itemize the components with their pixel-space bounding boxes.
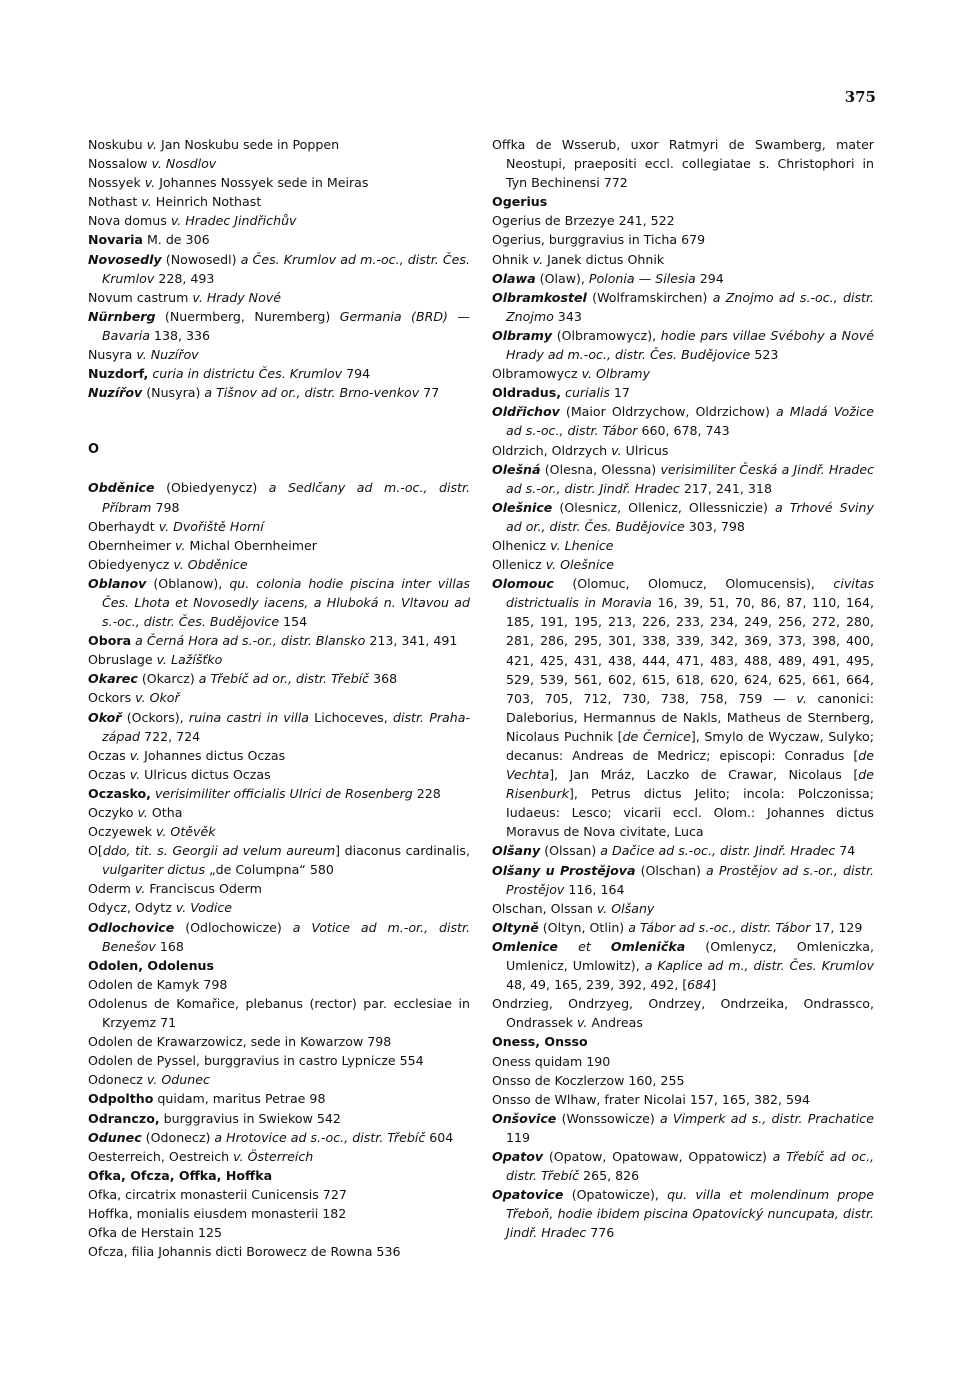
entry-text: 794 [342, 366, 371, 382]
entry-text: Nuzdorf, [88, 366, 149, 382]
entry-text: 48, 49, 165, 239, 392, 492, [ [506, 977, 688, 993]
entry-text: 119 [506, 1129, 531, 1145]
entry-text: 660, 678, 743 [637, 423, 730, 439]
entry-text: Oness, Onsso [492, 1034, 588, 1050]
entry-text: (Wonssowicze) [556, 1110, 660, 1126]
index-entry [492, 402, 874, 440]
entry-text: Polonia — Silesia [588, 270, 696, 286]
index-entry [492, 135, 874, 192]
entry-text: ], Smylo de Wyczaw, Sulyko; decanus: Andreas de Medricz; episcopi: Conradus [ [506, 728, 874, 763]
entry-text: 523 [750, 347, 779, 363]
entry-text: a Prostějov ad s.-or., distr. Prostějov [506, 862, 874, 897]
index-entry [88, 555, 470, 574]
entry-text: Olšany u Prostějova [492, 862, 636, 878]
entry-text: ] [711, 977, 717, 993]
entry-text: v. Okoř [135, 690, 180, 706]
entry-text: a Mladá Vožice ad s.-oc., distr. Tábor [506, 404, 874, 439]
entry-text: (Olaw), [535, 270, 589, 286]
entry-text: a Vimperk ad s., distr. Prachatice [659, 1110, 874, 1126]
entry-text: curialis [565, 385, 610, 401]
entry-text: Germania (BRD) — Bavaria [102, 308, 470, 343]
index-entry [88, 173, 470, 192]
entry-text: Olbramowycz [492, 366, 582, 382]
entry-text: Offka de Wsserub, uxor Ratmyri de Swamberg, mater Neostupi, praepositi eccl. collegiatae s. Christophori in Tyn Bechinensi 772 [492, 137, 874, 191]
entry-text: (Nowosedl) [161, 251, 241, 267]
entry-text: v. Nosdlov [151, 156, 217, 172]
entry-text: Odpoltho [88, 1091, 154, 1107]
entry-text: a Sedlčany ad m.-oc., distr. Příbram [102, 480, 470, 515]
entry-text: Oldřichov [492, 404, 560, 420]
entry-text: Hoffka, monialis eiusdem monasterii 182 [88, 1205, 347, 1221]
index-entry [88, 383, 470, 402]
entry-text: 294 [695, 270, 724, 286]
entry-text [558, 939, 578, 954]
entry-text: ddo, tit. s. Georgii ad velum aureum [102, 843, 336, 859]
index-entry [492, 498, 874, 536]
entry-text: (Oltyn, Otlin) [538, 919, 629, 935]
index-entry [492, 269, 874, 288]
entry-text: (Odlochowicze) [174, 919, 293, 935]
entry-text: v. [129, 747, 141, 763]
entry-text: Odonecz [88, 1072, 147, 1088]
entry-text: verisimiliter Česká a Jindř. Hradec ad s.-or., distr. Jindř. Hradec [506, 461, 875, 496]
entry-text: Odolenus de Komařice, plebanus (rector) par. ecclesiae in Krzyemz 71 [88, 995, 470, 1031]
index-entry [88, 345, 470, 364]
entry-text: Omlenice [492, 938, 558, 954]
entry-text: Olešná [492, 461, 541, 477]
entry-text: Odolen de Kamyk 798 [88, 976, 228, 992]
index-entry [492, 994, 874, 1032]
entry-text: Oltyně [492, 919, 539, 935]
entry-text: 16, 39, 51, 70, 86, 87, 110, 164, 185, 191, 195, 213, 226, 233, 234, 249, 256, 272, 280, 281, 286, 295, 301, 338, 339, 342, 369, 373, 398, 400, 421, 425, 431, 438, 444, 471, 483, 488, 489, 491, 495, 529, 539, 561, 602, 615, 618, 620, 624, 625, 661, 664, 703, 705, 712, 730, 738, 758, 759 — [506, 595, 874, 706]
entry-text: ruina castri in villa [188, 709, 309, 725]
index-entry [88, 478, 470, 516]
index-entry [88, 1185, 470, 1204]
index-entry [88, 784, 470, 803]
entry-text: canonici: Daleborius, Hermannus de Nakls, Matheus de Sternberg, Nicolaus Puchnik [ [506, 690, 874, 744]
index-entry [88, 822, 470, 841]
entry-text: Oesterreich, Oestreich [88, 1148, 234, 1164]
entry-text: Okoř [88, 709, 122, 725]
index-entry [492, 250, 874, 269]
entry-text: a Kaplice ad m., distr. Čes. Krumlov [644, 958, 874, 974]
entry-text: Obernheimer [88, 537, 176, 553]
entry-text: Oblanov [88, 575, 147, 591]
entry-text: Olschan, Olssan [492, 900, 597, 916]
entry-text: „de Columpna“ 580 [205, 862, 334, 878]
index-entry [492, 1052, 874, 1071]
entry-text: Odycz, Odytz [88, 900, 176, 916]
entry-text: Olomouc [492, 576, 554, 592]
entry-text: v. Dvořiště Horní [158, 518, 264, 534]
entry-text: Odolen de Krawarzowicz, sede in Kowarzow 798 [88, 1034, 392, 1050]
index-entry [88, 211, 470, 230]
entry-text: 116, 164 [564, 881, 625, 897]
entry-text: Novosedly [88, 251, 162, 267]
entry-text: Oczasko, [88, 785, 151, 801]
entry-text: v. [611, 442, 622, 458]
entry-text: Andreas [587, 1015, 643, 1031]
entry-text: 684 [687, 977, 712, 993]
index-entry [492, 861, 874, 899]
entry-text: vulgariter dictus [102, 862, 206, 878]
entry-text: Obiedyenycz [88, 556, 174, 572]
index-entry [88, 135, 470, 154]
entry-text: v. [144, 175, 156, 191]
entry-text: de Černice [622, 728, 691, 744]
entry-text: Odranczo, [88, 1110, 160, 1126]
index-entry [88, 841, 470, 879]
entry-text: 368 [369, 671, 398, 687]
entry-text: Okarec [88, 671, 138, 687]
entry-text: (Olomuc, Olomucz, Olomucensis), [553, 576, 834, 592]
entry-text: 343 [553, 308, 582, 324]
entry-text: de Risenburk [506, 767, 874, 802]
index-entry [88, 1204, 470, 1223]
entry-text: O[ [88, 843, 103, 859]
entry-text: v. Olešnice [545, 557, 614, 573]
entry-text: Ondrzieg, Ondrzyeg, Ondrzey, Ondrzeika, Ondrassco, Ondrassek [492, 996, 874, 1031]
section-gap [88, 402, 470, 440]
entry-text: Odolen, Odolenus [88, 957, 215, 973]
entry-text: v. [129, 766, 141, 782]
index-entry [88, 746, 470, 765]
entry-text: Ohnik [492, 251, 533, 267]
index-entry [492, 230, 874, 249]
entry-text: Oldradus, [492, 385, 562, 401]
entry-text: 228, 493 [154, 270, 215, 286]
entry-text: (Maior Oldrzychow, Oldrzichow) [559, 404, 777, 420]
left-column [88, 135, 470, 1261]
entry-text: Obora [88, 633, 132, 649]
entry-text: v. [175, 537, 186, 553]
entry-text: Onsso de Wlhaw, frater Nicolai 157, 165, 382, 594 [492, 1091, 811, 1107]
index-entry [88, 879, 470, 898]
entry-text: 74 [835, 843, 856, 859]
entry-text: (Olssan) [540, 843, 601, 859]
entry-text: burggravius in Swiekow 542 [159, 1110, 341, 1126]
entry-text: ], Jan Mráz, Laczko de Crawar, Nicolaus [ [549, 767, 859, 783]
entry-text: (Wolframskirchen) [586, 289, 713, 305]
entry-text: v. [137, 805, 148, 820]
index-entry [88, 765, 470, 784]
entry-text: (Okarcz) [137, 671, 199, 687]
index-entry [88, 918, 470, 956]
index-entry [88, 230, 470, 249]
entry-text: v. [146, 137, 157, 152]
entry-text: (Opatow, Opatowaw, Oppatowicz) [543, 1148, 773, 1164]
entry-text: (Omlenycz, Omleniczka, Umlenicz, Umlowitz), [506, 938, 874, 974]
entry-text: v. [141, 194, 152, 210]
entry-text: civitas districtualis in Moravia [506, 576, 874, 611]
index-entry [88, 708, 470, 746]
index-entry [88, 1109, 470, 1128]
entry-text: Oldrzich, Oldrzych [492, 442, 612, 458]
entry-text: a Tábor ad s.-oc., distr. Tábor [628, 919, 811, 935]
index-entry [492, 937, 874, 994]
entry-text: Nusyra [88, 347, 137, 363]
entry-text: Oczyko [88, 805, 138, 820]
entry-text: qu. villa et molendinum prope Třeboň, hodie ibidem piscina Opatovický nuncupata, distr. Jindř. Hradec [506, 1187, 875, 1241]
entry-text: v. [576, 1015, 588, 1031]
index-entry [492, 326, 874, 364]
entry-text: (Odonecz) [141, 1129, 215, 1145]
entry-text: Olešnice [492, 499, 553, 515]
index-entry [88, 898, 470, 917]
index-list-n [88, 135, 470, 402]
entry-text: Ogerius de Brzezye 241, 522 [492, 213, 675, 229]
entry-text: Jan Noskubu sede in Poppen [157, 137, 340, 152]
index-entry [88, 517, 470, 536]
index-entry [88, 994, 470, 1032]
entry-text: a Dačice ad s.-oc., distr. Jindř. Hradec [600, 843, 836, 859]
entry-text: v. Nuzířov [136, 347, 199, 363]
entry-text: Oczas [88, 747, 130, 763]
entry-text: a Votice ad m.-or., distr. Benešov [102, 919, 470, 954]
section-letter: O [88, 442, 100, 458]
index-entry [492, 1090, 874, 1109]
entry-text: (Olschan) [635, 862, 707, 878]
entry-text [591, 939, 611, 954]
entry-text: Nossyek [88, 175, 145, 191]
entry-text: 217, 241, 318 [679, 480, 772, 496]
entry-text: 798 [151, 499, 180, 515]
entry-text: Ockors [88, 690, 136, 706]
entry-text: hodie pars villae Svébohy a Nové Hrady ad m.-oc., distr. Čes. Budějovice [506, 327, 874, 363]
entry-text: 213, 341, 491 [365, 633, 458, 649]
entry-text: Ogerius [492, 194, 548, 210]
index-entry [88, 154, 470, 173]
entry-text: Oczyewek [88, 824, 156, 840]
index-list-o [88, 478, 470, 1261]
entry-text: v. Lažíšťko [156, 652, 223, 668]
entry-text: Olšany [492, 843, 541, 859]
entry-text: Olawa [492, 270, 536, 286]
index-entry [88, 1070, 470, 1089]
entry-text: Nuzířov [88, 385, 143, 401]
entry-text: Olbramy [492, 327, 553, 343]
entry-text: 17, 129 [810, 919, 863, 935]
entry-text: Odlochovice [88, 919, 175, 935]
entry-text: v. [796, 690, 807, 706]
entry-text: Ofcza, filia Johannis dicti Borowecz de Rowna 536 [88, 1244, 401, 1260]
entry-text: 303, 798 [684, 518, 745, 534]
entry-text: Onsso de Koczlerzow 160, 255 [492, 1072, 685, 1088]
index-entry [88, 364, 470, 383]
entry-text: v. Odunec [146, 1072, 210, 1088]
index-entry [492, 364, 874, 383]
index-entry [88, 574, 470, 631]
index-entry [492, 918, 874, 937]
index-entry [88, 650, 470, 669]
entry-text: 604 [425, 1129, 454, 1145]
entry-text: verisimiliter officialis Ulrici de Rosenberg [154, 785, 413, 801]
entry-text: v. Otěvěk [156, 824, 216, 840]
entry-text: a Trhové Sviny ad or., distr. Čes. Budějovice [506, 499, 874, 534]
entry-text: Oczas [88, 766, 130, 782]
entry-text: Odolen de Pyssel, burggravius in castro Lypnicze 554 [88, 1053, 424, 1069]
index-entry [492, 192, 874, 211]
entry-text: a Tišnov ad or., distr. Brno-venkov [204, 385, 420, 401]
entry-text: Novum castrum [88, 289, 193, 305]
index-entry [492, 899, 874, 918]
index-entry [88, 803, 470, 822]
entry-text: Olbramkostel [492, 289, 587, 305]
entry-text: 228 [412, 785, 441, 801]
index-entry [492, 1185, 874, 1242]
entry-text: a Černá Hora ad s.-or., distr. Blansko [135, 633, 366, 649]
index-entry [492, 1147, 874, 1185]
entry-text: 17 [609, 385, 630, 401]
entry-text: v. Österreich [233, 1148, 314, 1164]
entry-text: Oderm [88, 881, 135, 897]
entry-text: (Ockors), [121, 709, 189, 725]
entry-text: qu. colonia hodie piscina inter villas Čes. Lhota et Novosedly iacens, a Hluboká n. Vltavou ad s.-oc., distr. Čes. Budějovice [102, 575, 470, 630]
entry-text: Johannes Nossyek sede in Meiras [155, 175, 369, 191]
index-entry [88, 250, 470, 288]
entry-text: 168 [155, 938, 184, 954]
index-entry [88, 669, 470, 688]
entry-text: Ulricus [621, 442, 669, 458]
entry-text: Ollenicz [492, 557, 546, 573]
index-entry [88, 536, 470, 555]
entry-text: Michal Obernheimer [185, 537, 317, 553]
index-entry [492, 211, 874, 230]
entry-text: Odunec [88, 1129, 142, 1145]
entry-text: 77 [419, 385, 440, 401]
entry-text: 138, 336 [149, 327, 211, 343]
index-list-o-continued [492, 135, 874, 1242]
entry-text: Olhenicz [492, 537, 551, 553]
entry-text: Ofka de Herstain 125 [88, 1225, 223, 1241]
entry-text: 154 [279, 614, 308, 630]
entry-text: v. Hrady Nové [192, 289, 281, 305]
index-entry [492, 441, 874, 460]
index-entry [492, 288, 874, 326]
index-entry [492, 383, 874, 402]
entry-text: v. Lhenice [550, 537, 614, 553]
entry-text: (Olesna, Olessna) [540, 461, 661, 477]
index-entry [88, 192, 470, 211]
index-entry [88, 975, 470, 994]
entry-text: a Čes. Krumlov ad m.-oc., distr. Čes. Krumlov [102, 251, 470, 286]
index-entry [492, 1071, 874, 1090]
entry-text: curia in districtu Čes. Krumlov [152, 366, 343, 382]
index-entry [88, 1089, 470, 1108]
index-entry [492, 460, 874, 498]
entry-text: Nürnberg [88, 308, 156, 324]
entry-text: (Olbramowycz), [552, 327, 661, 343]
entry-text: et [578, 938, 591, 954]
index-entry [88, 1223, 470, 1242]
entry-text: v. Olšany [596, 900, 655, 916]
entry-text: 265, 826 [579, 1168, 640, 1184]
entry-text: (Nuermberg, Nuremberg) [155, 308, 340, 324]
entry-text: a Třebíč ad oc., distr. Třebíč [506, 1148, 874, 1184]
entry-text: Ofka, Ofcza, Offka, Hoffka [88, 1167, 273, 1183]
entry-text: Oberhaydt [88, 518, 159, 534]
entry-text: v. Hradec Jindřichův [170, 213, 297, 229]
entry-text: Janek dictus Ohnik [543, 251, 665, 267]
section-gap [88, 459, 470, 478]
entry-text: Onšovice [492, 1110, 557, 1126]
entry-text: 722, 724 [140, 728, 201, 744]
entry-text: v. [134, 881, 146, 897]
index-entry [492, 1109, 874, 1147]
index-entry [88, 631, 470, 650]
entry-text: (Opatowicze), [563, 1187, 668, 1203]
entry-text: (Oblanow), [146, 575, 230, 591]
entry-text: Novaria [88, 232, 143, 248]
entry-text: a Hrotovice ad s.-oc., distr. Třebíč [214, 1129, 426, 1145]
index-entry [88, 688, 470, 707]
index-entry [492, 574, 874, 841]
entry-text: Heinrich Nothast [151, 194, 262, 210]
entry-text: Franciscus Oderm [145, 881, 262, 897]
entry-text: Nossalow [88, 156, 152, 172]
entry-text: v. Vodice [175, 900, 232, 916]
entry-text: Ogerius, burggravius in Ticha 679 [492, 232, 706, 248]
entry-text: a Znojmo ad s.-oc., distr. Znojmo [506, 289, 874, 324]
entry-text: Obruslage [88, 652, 157, 668]
entry-text: Omlenička [610, 938, 686, 954]
index-entry [88, 1147, 470, 1166]
page-number: 375 [844, 88, 876, 106]
index-entry [88, 1032, 470, 1051]
entry-text: ] diaconus cardinalis, [335, 843, 470, 859]
entry-text: (Nusyra) [142, 385, 205, 401]
entry-text: Opatovice [492, 1187, 564, 1203]
entry-text: a Třebíč ad or., distr. Třebíč [198, 671, 370, 687]
entry-text: Otha [147, 805, 183, 820]
index-entry [88, 1128, 470, 1147]
entry-text: Oness quidam 190 [492, 1053, 611, 1069]
index-entry [88, 288, 470, 307]
entry-text: v. Obděnice [173, 556, 248, 572]
entry-text: Opatov [492, 1148, 544, 1164]
entry-text: de Vechta [506, 748, 874, 783]
entry-text: 776 [586, 1225, 615, 1241]
entry-text: Obděnice [88, 480, 155, 496]
index-entry [492, 536, 874, 555]
index-entry [88, 1242, 470, 1261]
index-entry [88, 307, 470, 345]
entry-text: Ofka, circatrix monasterii Cunicensis 727 [88, 1186, 347, 1202]
entry-text: Noskubu [88, 137, 147, 152]
entry-text: v. Olbramy [581, 366, 651, 382]
index-entry [88, 956, 470, 975]
entry-text: Nova domus [88, 213, 171, 229]
entry-text: (Obiedyenycz) [154, 480, 269, 496]
entry-text: (Olesnicz, Ollenicz, Ollessniczie) [552, 499, 775, 515]
index-entry [88, 1166, 470, 1185]
entry-text: distr. Praha-západ [102, 709, 470, 744]
index-entry [88, 1051, 470, 1070]
entry-text: Nothast [88, 194, 142, 210]
entry-text: Ulricus dictus Oczas [140, 766, 271, 782]
index-entry [492, 1032, 874, 1051]
entry-text: quidam, maritus Petrae 98 [153, 1091, 326, 1107]
index-entry [492, 555, 874, 574]
right-column [492, 135, 874, 1242]
index-entry [492, 841, 874, 860]
entry-text: ], Petrus dictus Jelito; incola: Polczonissa; Iudaeus: Lesco; vicarii eccl. Olom.: Johannes dictus Moravus de Nova civitate, Luca [506, 786, 874, 840]
entry-text: Lichoceves, [308, 709, 393, 725]
entry-text: Johannes dictus Oczas [140, 747, 286, 763]
entry-text: M. de 306 [142, 232, 210, 248]
entry-text: v. [532, 251, 544, 267]
